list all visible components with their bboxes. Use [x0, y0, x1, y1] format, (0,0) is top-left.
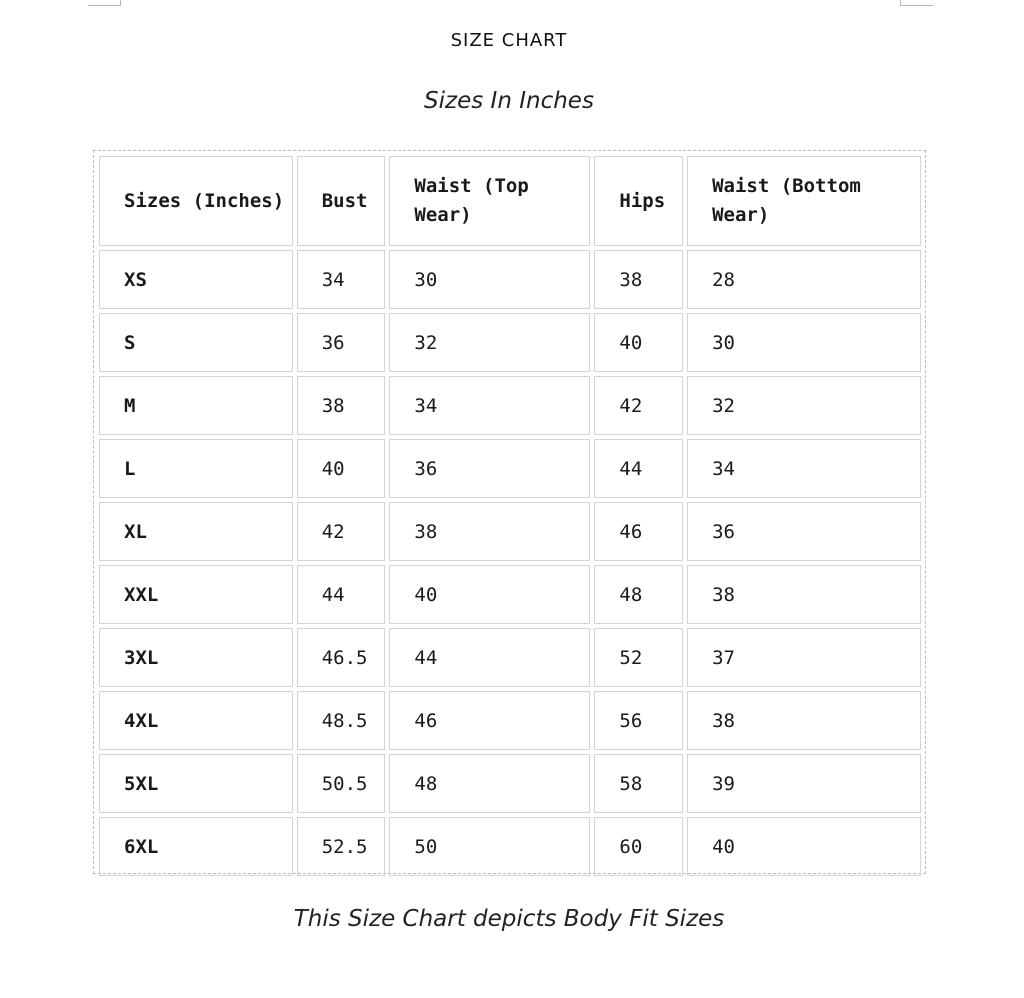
- cell-bust: 52.5: [297, 817, 386, 876]
- page-subtitle: Sizes In Inches: [424, 88, 594, 114]
- header-sizes: Sizes (Inches): [99, 156, 293, 246]
- cell-waist-top-wear: 46: [389, 691, 590, 750]
- cell-waist-bottom-wear: 32: [687, 376, 921, 435]
- cell-size: 6XL: [99, 817, 293, 876]
- cell-size: XXL: [99, 565, 293, 624]
- table-row: [99, 313, 921, 372]
- cell-waist-bottom-wear: 28: [687, 250, 921, 309]
- table-row: [99, 502, 921, 561]
- table-row: [99, 691, 921, 750]
- table-row: [99, 250, 921, 309]
- page-corner-mark-left: [88, 0, 121, 6]
- cell-hips: 60: [594, 817, 683, 876]
- cell-size: 5XL: [99, 754, 293, 813]
- cell-bust: 44: [297, 565, 386, 624]
- table-row: [99, 817, 921, 876]
- size-chart-container: [93, 150, 926, 874]
- table-header-row: [99, 156, 921, 246]
- cell-bust: 40: [297, 439, 386, 498]
- cell-hips: 56: [594, 691, 683, 750]
- cell-bust: 46.5: [297, 628, 386, 687]
- cell-waist-top-wear: 30: [389, 250, 590, 309]
- cell-hips: 40: [594, 313, 683, 372]
- cell-size: 4XL: [99, 691, 293, 750]
- cell-waist-bottom-wear: 36: [687, 502, 921, 561]
- header-bust: Bust: [297, 156, 386, 246]
- cell-bust: 36: [297, 313, 386, 372]
- page-title: SIZE CHART: [450, 30, 568, 51]
- cell-bust: 50.5: [297, 754, 386, 813]
- cell-size: XS: [99, 250, 293, 309]
- cell-hips: 38: [594, 250, 683, 309]
- cell-bust: 38: [297, 376, 386, 435]
- page-corner-mark-right: [900, 0, 933, 6]
- cell-waist-top-wear: 38: [389, 502, 590, 561]
- table-row: [99, 376, 921, 435]
- cell-waist-top-wear: 32: [389, 313, 590, 372]
- footer-note: This Size Chart depicts Body Fit Sizes: [293, 906, 725, 932]
- cell-waist-bottom-wear: 38: [687, 565, 921, 624]
- cell-bust: 48.5: [297, 691, 386, 750]
- cell-hips: 44: [594, 439, 683, 498]
- table-row: [99, 565, 921, 624]
- header-hips: Hips: [594, 156, 683, 246]
- cell-hips: 52: [594, 628, 683, 687]
- cell-size: 3XL: [99, 628, 293, 687]
- cell-size: L: [99, 439, 293, 498]
- cell-hips: 46: [594, 502, 683, 561]
- cell-waist-bottom-wear: 38: [687, 691, 921, 750]
- header-waist-top-wear: Waist (Top Wear): [389, 156, 590, 246]
- cell-waist-top-wear: 36: [389, 439, 590, 498]
- cell-waist-top-wear: 44: [389, 628, 590, 687]
- cell-waist-top-wear: 50: [389, 817, 590, 876]
- cell-bust: 34: [297, 250, 386, 309]
- table-row: [99, 754, 921, 813]
- cell-bust: 42: [297, 502, 386, 561]
- cell-waist-top-wear: 40: [389, 565, 590, 624]
- cell-waist-bottom-wear: 34: [687, 439, 921, 498]
- cell-size: M: [99, 376, 293, 435]
- size-chart-table: [95, 152, 925, 880]
- cell-waist-bottom-wear: 40: [687, 817, 921, 876]
- cell-waist-bottom-wear: 39: [687, 754, 921, 813]
- cell-hips: 48: [594, 565, 683, 624]
- cell-waist-top-wear: 48: [389, 754, 590, 813]
- cell-waist-bottom-wear: 37: [687, 628, 921, 687]
- cell-size: S: [99, 313, 293, 372]
- cell-waist-top-wear: 34: [389, 376, 590, 435]
- table-row: [99, 628, 921, 687]
- cell-waist-bottom-wear: 30: [687, 313, 921, 372]
- table-row: [99, 439, 921, 498]
- header-waist-bottom-wear: Waist (Bottom Wear): [687, 156, 921, 246]
- cell-size: XL: [99, 502, 293, 561]
- cell-hips: 58: [594, 754, 683, 813]
- cell-hips: 42: [594, 376, 683, 435]
